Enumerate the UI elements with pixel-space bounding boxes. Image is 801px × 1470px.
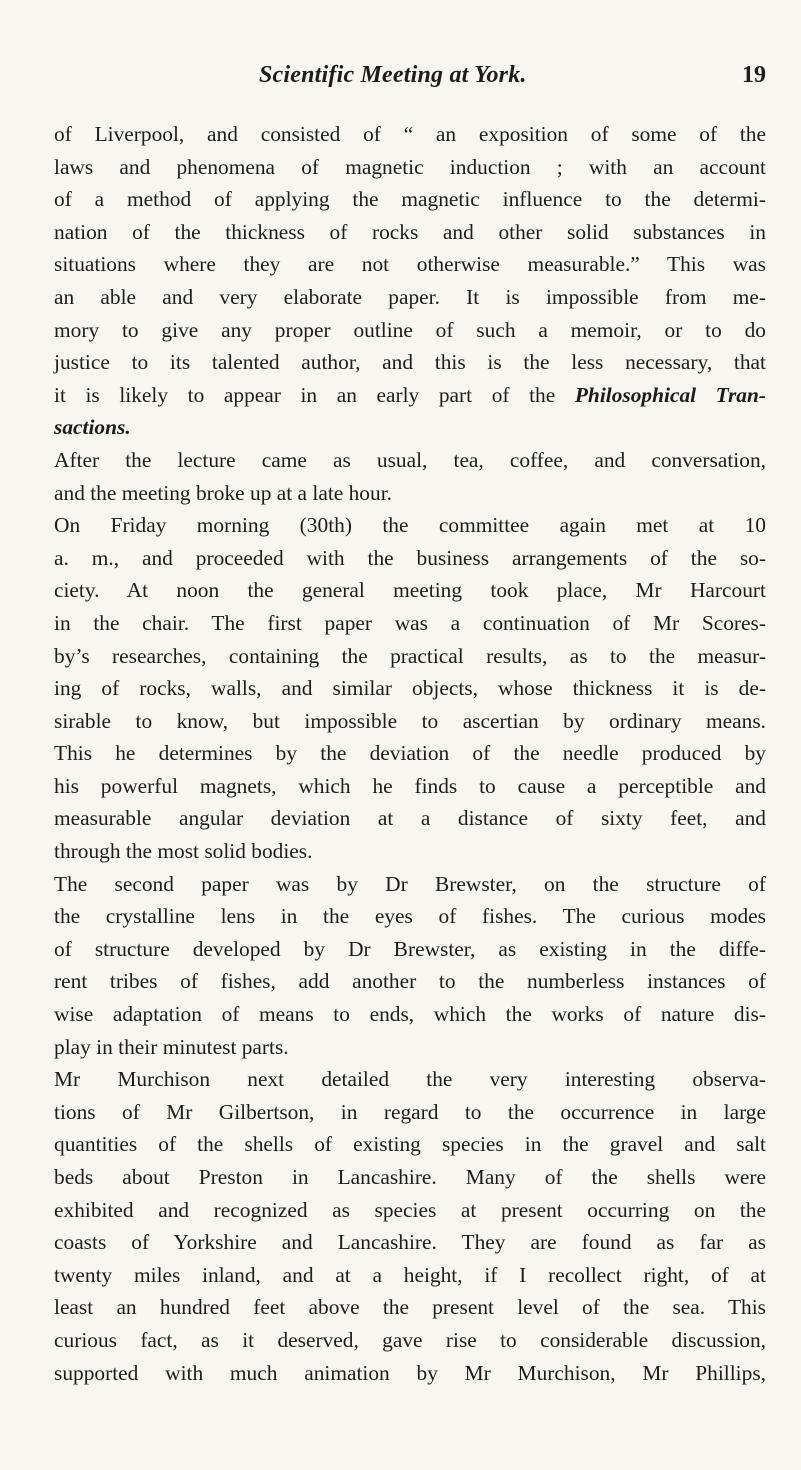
italic-title: Philosophical Tran- — [574, 382, 766, 407]
text-line — [54, 933, 766, 966]
text-line — [54, 1031, 766, 1064]
text-line — [54, 1259, 766, 1292]
text-line — [54, 379, 766, 412]
line-text: This he determines by the deviation of the needle produced by — [54, 741, 766, 766]
text-line — [54, 574, 766, 607]
text-line — [54, 1161, 766, 1194]
line-text: of Liverpool, and consisted of “ an exposition of some of the — [54, 122, 766, 146]
text-line — [54, 118, 766, 151]
text-line — [54, 444, 766, 477]
text-line — [54, 1291, 766, 1324]
line-text: beds about Preston in Lancashire. Many of the shells were — [54, 1165, 766, 1189]
line-text: exhibited and recognized as species at present occurring on the — [54, 1197, 766, 1222]
text-line — [54, 216, 766, 249]
line-text: mory to give any proper outline of such a memoir, or to do — [54, 317, 766, 342]
page-header — [54, 58, 766, 98]
line-text: the crystalline lens in the eyes of fishes. The curious modes — [54, 904, 766, 929]
text-line — [54, 509, 766, 542]
line-text: sirable to know, but impossible to ascertian by ordinary means. — [54, 708, 766, 733]
line-text: tions of Mr Gilbertson, in regard to the occurrence in large — [54, 1099, 766, 1124]
line-text: play in their minutest parts. — [54, 1034, 289, 1059]
line-text: twenty miles inland, and at a height, if I recollect right, of at — [54, 1262, 766, 1287]
text-line — [54, 1096, 766, 1129]
text-line — [54, 477, 766, 510]
line-text: situations where they are not otherwise measurable.” This was — [54, 252, 766, 277]
text-line — [54, 1357, 766, 1390]
text-line — [54, 1063, 766, 1096]
text-line — [54, 248, 766, 281]
line-text: Mr Murchison next detailed the very interesting observa- — [54, 1067, 766, 1092]
line-text: After the lecture came as usual, tea, coffee, and conversation, — [54, 447, 766, 472]
line-text: a. m., and proceeded with the business arrangements of the so- — [54, 545, 766, 570]
text-line — [54, 183, 766, 216]
line-text: justice to its talented author, and this is the less necessary, that — [54, 350, 766, 375]
text-line — [54, 672, 766, 705]
line-text: wise adaptation of means to ends, which the works of nature dis- — [54, 1002, 766, 1027]
italic-title: sactions. — [54, 415, 131, 440]
line-text: his powerful magnets, which he finds to cause a perceptible and — [54, 773, 766, 798]
line-text: quantities of the shells of existing species in the gravel and salt — [54, 1132, 766, 1157]
text-line — [54, 281, 766, 314]
line-text: by’s researches, containing the practical results, as to the measur- — [54, 643, 766, 668]
text-line — [54, 802, 766, 835]
text-line — [54, 770, 766, 803]
text-line — [54, 151, 766, 184]
text-line — [54, 640, 766, 673]
text-line — [54, 705, 766, 738]
text-line — [54, 998, 766, 1031]
line-text: through the most solid bodies. — [54, 839, 313, 864]
text-line — [54, 965, 766, 998]
text-line — [54, 542, 766, 575]
line-text: an able and very elaborate paper. It is impossible from me- — [54, 284, 766, 309]
page-number: 19 — [742, 62, 766, 88]
line-text: ciety. At noon the general meeting took place, Mr Harcourt — [54, 578, 766, 603]
line-text: ing of rocks, walls, and similar objects, whose thickness it is de- — [54, 676, 766, 701]
text-line — [54, 1324, 766, 1357]
line-text: least an hundred feet above the present level of the sea. This — [54, 1295, 766, 1320]
line-text: it is likely to appear in an early part of the — [54, 382, 556, 407]
body-text — [54, 118, 766, 1389]
text-line — [54, 737, 766, 770]
line-text: The second paper was by Dr Brewster, on the structure of — [54, 871, 766, 896]
line-text: of a method of applying the magnetic influence to the determi- — [54, 187, 766, 212]
text-line — [54, 900, 766, 933]
text-line — [54, 1128, 766, 1161]
line-text: and the meeting broke up at a late hour. — [54, 480, 392, 505]
text-line — [54, 1194, 766, 1227]
text-line — [54, 835, 766, 868]
line-text: supported with much animation by Mr Murchison, Mr Phillips, — [54, 1360, 766, 1385]
text-line — [54, 411, 766, 444]
text-line — [54, 607, 766, 640]
line-text: nation of the thickness of rocks and other solid substances in — [54, 219, 766, 244]
text-line — [54, 868, 766, 901]
line-text: curious fact, as it deserved, gave rise to considerable discussion, — [54, 1327, 766, 1352]
line-text: rent tribes of fishes, add another to the numberless instances of — [54, 969, 766, 994]
line-text: in the chair. The first paper was a continuation of Mr Scores- — [54, 610, 766, 635]
text-line — [54, 346, 766, 379]
line-text: measurable angular deviation at a distance of sixty feet, and — [54, 806, 766, 831]
line-text: laws and phenomena of magnetic induction ; with an account — [54, 154, 766, 179]
text-line — [54, 1226, 766, 1259]
line-text: of structure developed by Dr Brewster, as existing in the diffe- — [54, 936, 766, 961]
line-text: On Friday morning (30th) the committee again met at 10 — [54, 513, 766, 538]
line-text: coasts of Yorkshire and Lancashire. They are found as far as — [54, 1230, 766, 1255]
text-line — [54, 314, 766, 347]
running-title: Scientific Meeting at York. — [259, 62, 527, 88]
